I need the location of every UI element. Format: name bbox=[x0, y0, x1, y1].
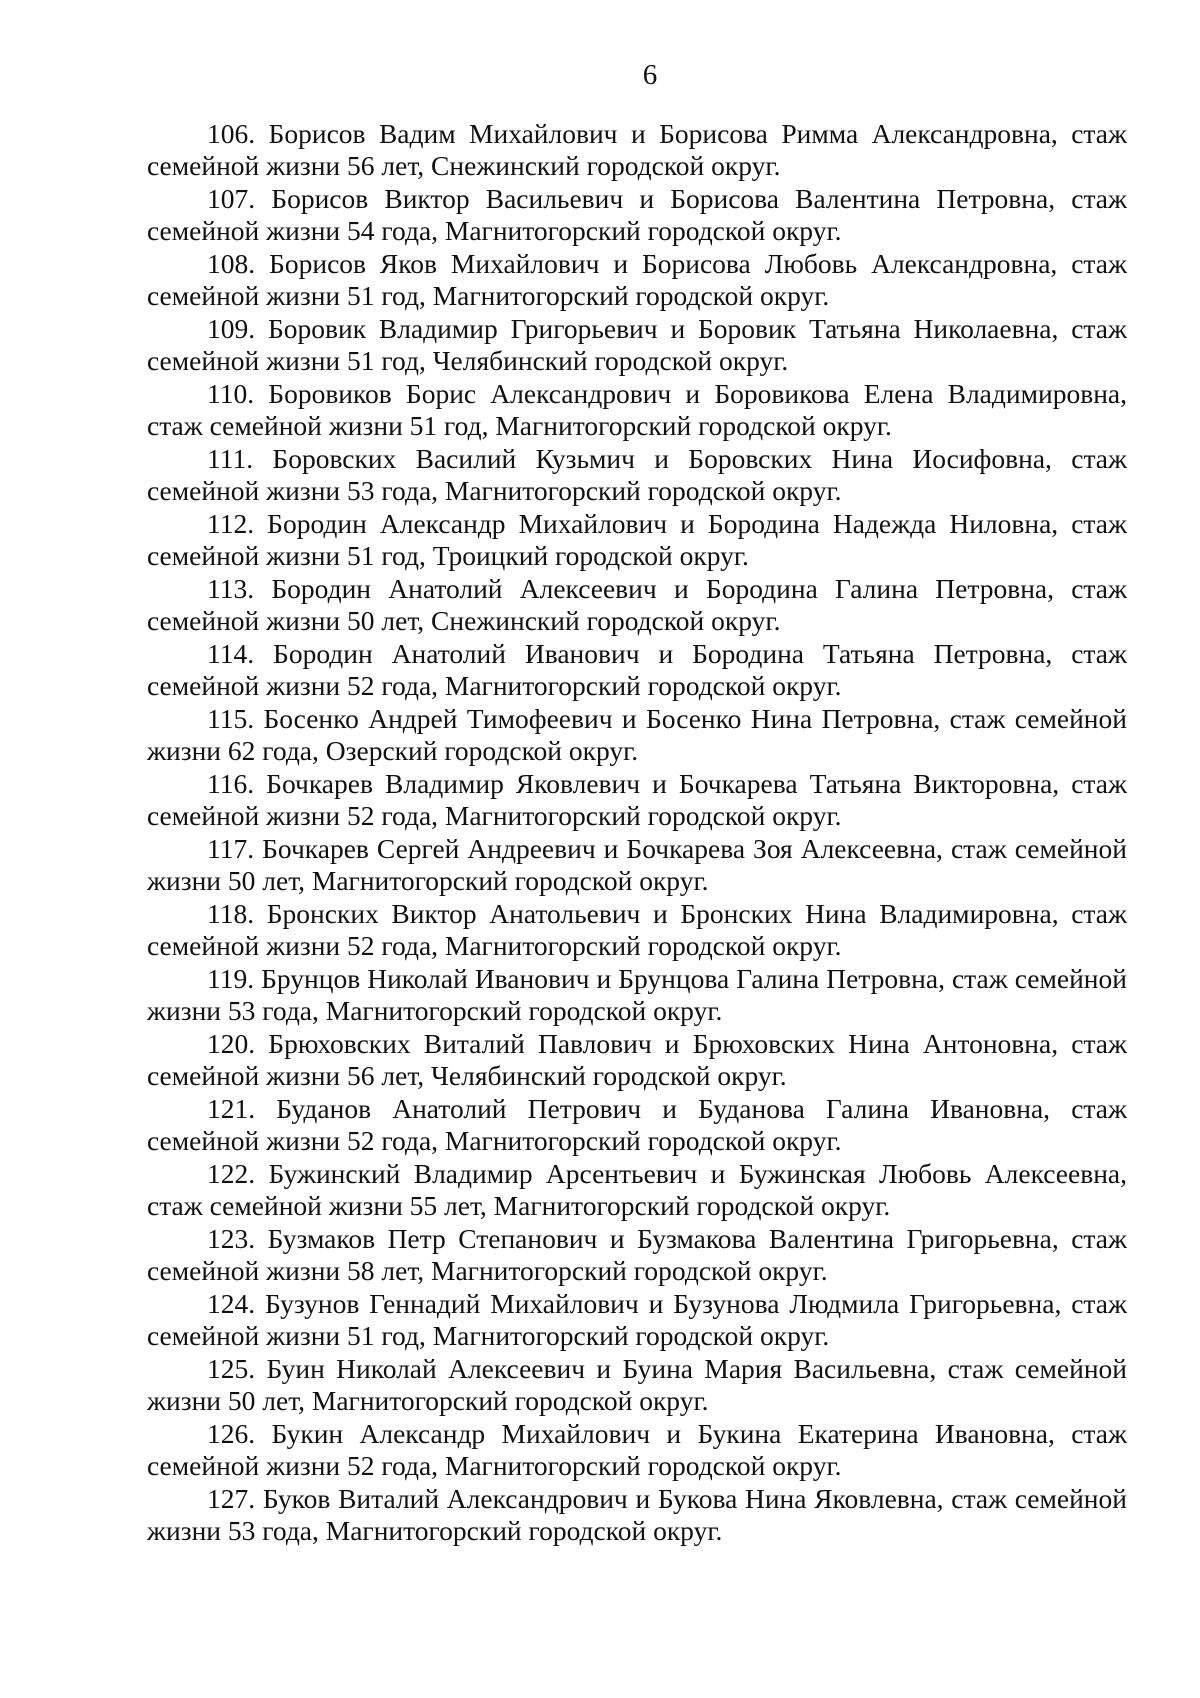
list-item: 113. Бородин Анатолий Алексеевич и Бородина Галина Петровна, стаж семейной жизни 50 лет, Снежинский городской округ. bbox=[147, 573, 1127, 636]
list-item: 120. Брюховских Виталий Павлович и Брюховских Нина Антоновна, стаж семейной жизни 56 лет, Челябинский городской округ. bbox=[147, 1028, 1127, 1091]
list-item: 106. Борисов Вадим Михайлович и Борисова Римма Александровна, стаж семейной жизни 56 лет, Снежинский городской округ. bbox=[147, 118, 1127, 181]
list-item: 114. Бородин Анатолий Иванович и Бородина Татьяна Петровна, стаж семейной жизни 52 года, Магнитогорский городской округ. bbox=[147, 638, 1127, 701]
list-item: 107. Борисов Виктор Васильевич и Борисова Валентина Петровна, стаж семейной жизни 54 года, Магнитогорский городской округ. bbox=[147, 183, 1127, 246]
list-item: 109. Боровик Владимир Григорьевич и Боровик Татьяна Николаевна, стаж семейной жизни 51 год, Челябинский городской округ. bbox=[147, 313, 1127, 376]
list-item: 122. Бужинский Владимир Арсентьевич и Бужинская Любовь Алексеевна, стаж семейной жизни 55 лет, Магнитогорский городской округ. bbox=[147, 1158, 1127, 1221]
list-item: 125. Буин Николай Алексеевич и Буина Мария Васильевна, стаж семейной жизни 50 лет, Магнитогорский городской округ. bbox=[147, 1353, 1127, 1416]
list-item: 118. Бронских Виктор Анатольевич и Бронских Нина Владимировна, стаж семейной жизни 52 года, Магнитогорский городской округ. bbox=[147, 898, 1127, 961]
list-item: 108. Борисов Яков Михайлович и Борисова Любовь Александровна, стаж семейной жизни 51 год, Магнитогорский городской округ. bbox=[147, 248, 1127, 311]
list-item: 112. Бородин Александр Михайлович и Бородина Надежда Ниловна, стаж семейной жизни 51 год, Троицкий городской округ. bbox=[147, 508, 1127, 571]
list-item: 111. Боровских Василий Кузьмич и Боровских Нина Иосифовна, стаж семейной жизни 53 года, Магнитогорский городской округ. bbox=[147, 443, 1127, 506]
entry-list bbox=[147, 118, 1127, 1548]
list-item: 121. Буданов Анатолий Петрович и Буданова Галина Ивановна, стаж семейной жизни 52 года, Магнитогорский городской округ. bbox=[147, 1093, 1127, 1156]
list-item: 119. Брунцов Николай Иванович и Брунцова Галина Петровна, стаж семейной жизни 53 года, Магнитогорский городской округ. bbox=[147, 963, 1127, 1026]
list-item: 126. Букин Александр Михайлович и Букина Екатерина Ивановна, стаж семейной жизни 52 года, Магнитогорский городской округ. bbox=[147, 1418, 1127, 1481]
list-item: 124. Бузунов Геннадий Михайлович и Бузунова Людмила Григорьевна, стаж семейной жизни 51 год, Магнитогорский городской округ. bbox=[147, 1288, 1127, 1351]
list-item: 110. Боровиков Борис Александрович и Боровикова Елена Владимировна, стаж семейной жизни 51 год, Магнитогорский городской округ. bbox=[147, 378, 1127, 441]
list-item: 116. Бочкарев Владимир Яковлевич и Бочкарева Татьяна Викторовна, стаж семейной жизни 52 года, Магнитогорский городской округ. bbox=[147, 768, 1127, 831]
page-number: 6 bbox=[642, 59, 658, 91]
list-item: 117. Бочкарев Сергей Андреевич и Бочкарева Зоя Алексеевна, стаж семейной жизни 50 лет, Магнитогорский городской округ. bbox=[147, 833, 1127, 896]
list-item: 123. Бузмаков Петр Степанович и Бузмакова Валентина Григорьевна, стаж семейной жизни 58 лет, Магнитогорский городской округ. bbox=[147, 1223, 1127, 1286]
list-item: 115. Босенко Андрей Тимофеевич и Босенко Нина Петровна, стаж семейной жизни 62 года, Озерский городской округ. bbox=[147, 703, 1127, 766]
list-item: 127. Буков Виталий Александрович и Букова Нина Яковлевна, стаж семейной жизни 53 года, Магнитогорский городской округ. bbox=[147, 1483, 1127, 1546]
